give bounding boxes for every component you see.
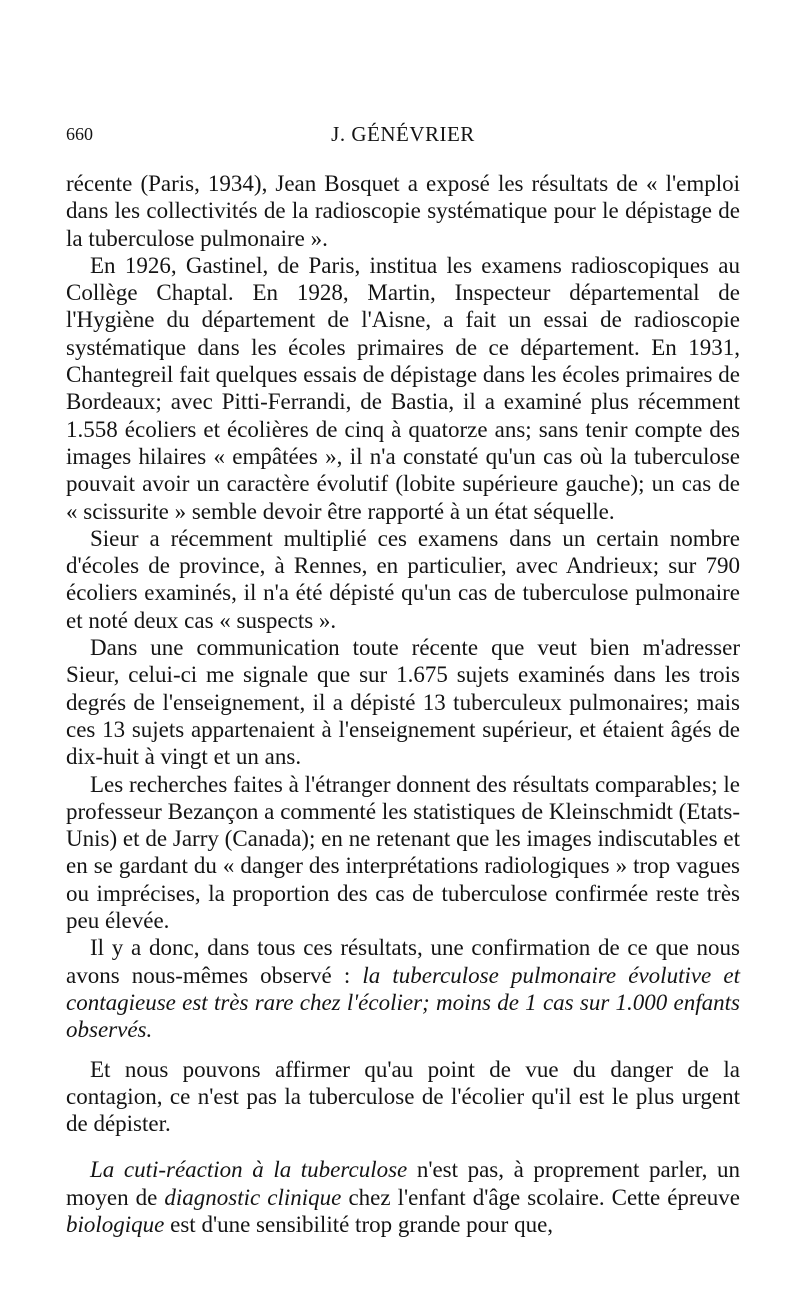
italic-segment: La cuti-réaction à la tuberculose xyxy=(90,1157,408,1183)
text-segment: Les recherches faites à l'étranger donnent des résultats comparables; le professeur Bezançon a commenté les statistiques de Kleinschmidt (Etats-Unis) et de Jarry (Canada); en ne retenant que les images indiscutables et en se gardant du « danger des interprétations radiologiques » trop vagues ou imprécises, la proportion des cas de tuberculose confirmée reste très peu élevée. xyxy=(66,771,740,934)
paragraph-6 xyxy=(66,934,740,1043)
document-page xyxy=(66,120,740,1238)
italic-segment: biologique xyxy=(66,1211,165,1237)
paragraph-8 xyxy=(66,1156,740,1238)
header-author: J. GÉNÉVRIER xyxy=(331,122,475,146)
body-text xyxy=(66,170,740,1238)
text-segment: En 1926, Gastinel, de Paris, institua les examens radioscopiques au Collège Chaptal. En 1928, Martin, Inspecteur départemental de l'Hygiène du département de l'Aisne, a fait un essai de radioscopie systématique dans les écoles primaires de ce département. En 1931, Chantegreil fait quelques essais de dépistage dans les écoles primaires de Bordeaux; avec Pitti-Ferrandi, de Bastia, il a examiné plus récemment 1.558 écoliers et écolières de cinq à quatorze ans; sans tenir compte des images hilaires « empâtées », il n'a constaté qu'un cas où la tuberculose pouvait avoir un caractère évolutif (lobite supérieure gauche); un cas de « scissurite » semble devoir être rapporté à un état séquelle. xyxy=(66,252,740,524)
text-segment: chez l'enfant d'âge scolaire. Cette épreuve xyxy=(341,1184,741,1210)
paragraph-4 xyxy=(66,634,740,770)
paragraph-1 xyxy=(66,170,740,252)
paragraph-7 xyxy=(66,1056,740,1138)
text-segment: Sieur a récemment multiplié ces examens dans un certain nombre d'écoles de province, à Rennes, en particulier, avec Andrieux; sur 790 écoliers examinés, il n'a été dépisté qu'un cas de tuberculose pulmonaire et noté deux cas « suspects ». xyxy=(66,525,740,633)
paragraph-2 xyxy=(66,252,740,525)
paragraph-5 xyxy=(66,771,740,935)
text-segment: Dans une communication toute récente que veut bien m'adresser Sieur, celui-ci me signale que sur 1.675 sujets examinés dans les trois degrés de l'enseignement, il a dépisté 13 tuberculeux pulmonaires; mais ces 13 sujets appartenaient à l'enseignement supérieur, et étaient âgés de dix-huit à vingt et un ans. xyxy=(66,635,740,770)
paragraph-3 xyxy=(66,525,740,634)
running-header xyxy=(66,120,740,150)
text-segment: Il y a donc, dans tous ces résultats, une confirmation de ce que nous avons nous-mêmes observé : xyxy=(66,935,740,988)
text-segment: n'est pas, à proprement parler, un moyen de xyxy=(66,1157,740,1210)
italic-segment: diagnostic clinique xyxy=(164,1184,342,1210)
text-segment: Et nous pouvons affirmer qu'au point de vue du danger de la contagion, ce n'est pas la tuberculose de l'écolier qu'il est le plus urgent de dépister. xyxy=(66,1056,740,1137)
italic-segment: la tuberculose pulmonaire évolutive et contagieuse est très rare chez l'écolier; moins de 1 cas sur 1.000 enfants observés. xyxy=(66,962,740,1043)
text-segment: est d'une sensibilité trop grande pour que, xyxy=(164,1211,554,1237)
page-number: 660 xyxy=(66,124,93,144)
text-segment: récente (Paris, 1934), Jean Bosquet a exposé les résultats de « l'emploi dans les collectivités de la radioscopie systématique pour le dépistage de la tuberculose pulmonaire ». xyxy=(66,171,740,251)
